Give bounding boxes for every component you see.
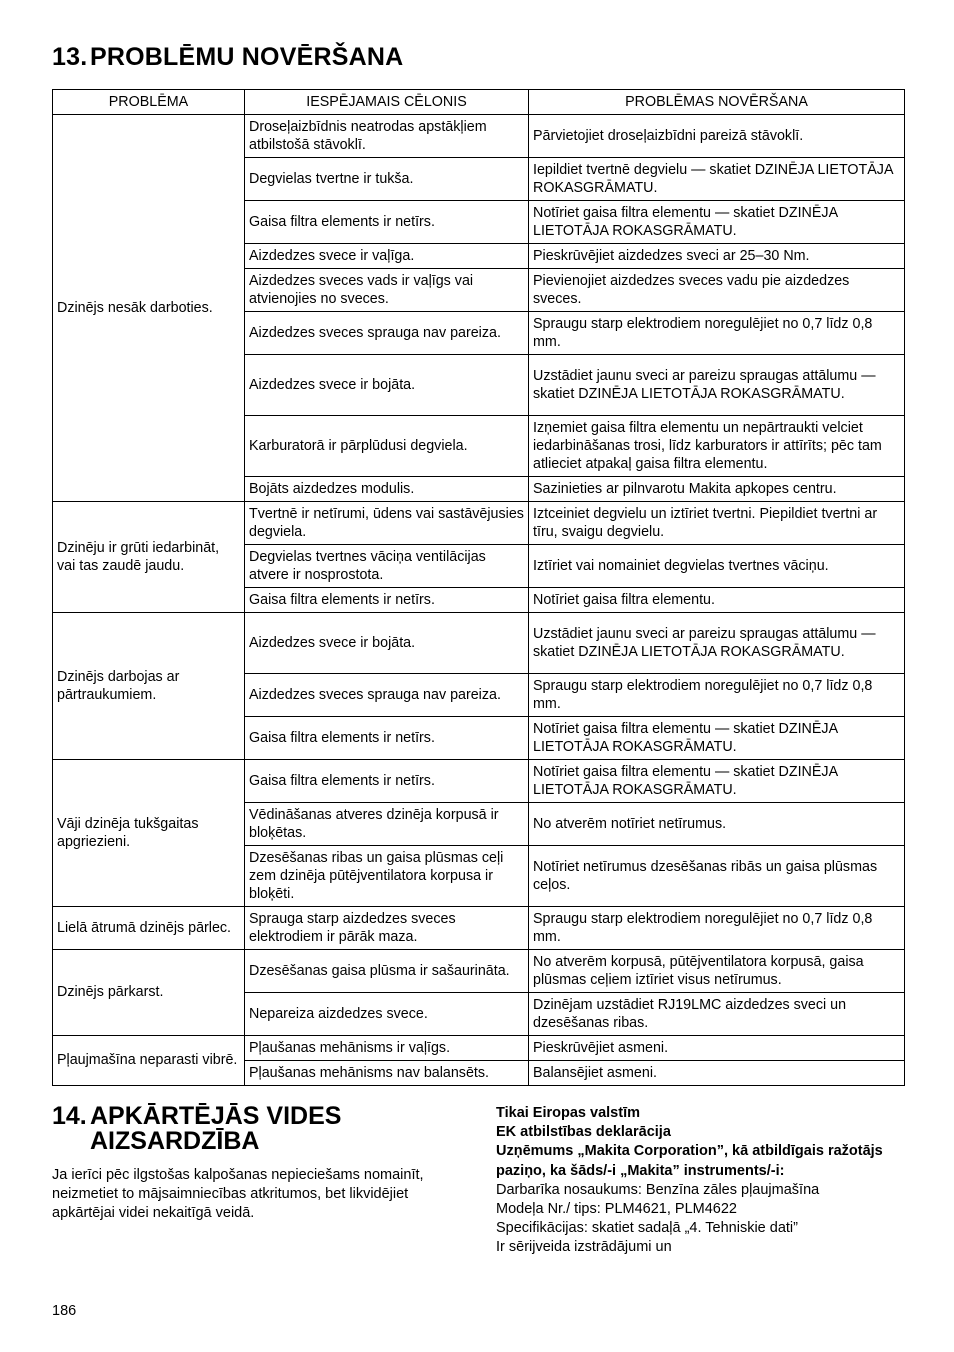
solution-cell: Uzstādiet jaunu sveci ar pareizu spraugas attālumu — skatiet DZINĒJA LIETOTĀJA ROKASGRĀMATU. xyxy=(529,613,905,674)
cause-cell: Nepareiza aizdedzes svece. xyxy=(245,993,529,1036)
cause-cell: Vēdināšanas atveres dzinēja korpusā ir bloķētas. xyxy=(245,803,529,846)
section-13-title: PROBLĒMU NOVĒRŠANA xyxy=(90,43,404,71)
cause-cell: Aizdedzes sveces sprauga nav pareiza. xyxy=(245,674,529,717)
declaration-tool-name: Darbarīka nosaukums: Benzīna zāles pļaujmašīna xyxy=(496,1181,820,1198)
cause-cell: Gaisa filtra elements ir netīrs. xyxy=(245,760,529,803)
declaration-heading-ec: EK atbilstības deklarācija xyxy=(496,1124,671,1141)
cause-cell: Sprauga starp aizdedzes sveces elektrodiem ir pārāk maza. xyxy=(245,907,529,950)
problem-cell: Vāji dzinēja tukšgaitas apgriezieni. xyxy=(53,760,245,907)
section-14-title-line1: APKĀRTĒJĀS VIDES xyxy=(90,1102,342,1130)
section-13-heading xyxy=(52,43,403,72)
solution-cell: Iepildiet tvertnē degvielu — skatiet DZINĒJA LIETOTĀJA ROKASGRĀMATU. xyxy=(529,158,905,201)
solution-cell: Notīriet gaisa filtra elementu — skatiet DZINĒJA LIETOTĀJA ROKASGRĀMATU. xyxy=(529,201,905,244)
solution-cell: No atverēm notīriet netīrumus. xyxy=(529,803,905,846)
section-14-heading xyxy=(52,1104,341,1154)
solution-cell: Pievienojiet aizdedzes sveces vadu pie aizdedzes sveces. xyxy=(529,269,905,312)
solution-cell: Iztceiniet degvielu un iztīriet tvertni. Piepildiet tvertni ar tīru, svaigu degvielu. xyxy=(529,502,905,545)
declaration-specifications: Specifikācijas: skatiet sadaļā „4. Tehniskie dati” xyxy=(496,1220,798,1237)
solution-cell: Uzstādiet jaunu sveci ar pareizu spraugas attālumu — skatiet DZINĒJA LIETOTĀJA ROKASGRĀMATU. xyxy=(529,355,905,416)
solution-cell: Pieskrūvējiet asmeni. xyxy=(529,1036,905,1061)
solution-cell: Izņemiet gaisa filtra elementu un nepārtraukti velciet iedarbināšanas trosi, līdz karburators ir attīrīts; pēc tam atlieciet atpakaļ gaisa filtra elementu. xyxy=(529,416,905,477)
problem-cell: Pļaujmašīna neparasti vibrē. xyxy=(53,1036,245,1086)
table-row xyxy=(53,115,905,158)
solution-cell: Pārvietojiet droseļaizbīdni pareizā stāvoklī. xyxy=(529,115,905,158)
solution-cell: Spraugu starp elektrodiem noregulējiet no 0,7 līdz 0,8 mm. xyxy=(529,312,905,355)
table-row xyxy=(53,950,905,993)
cause-cell: Dzesēšanas gaisa plūsma ir sašaurināta. xyxy=(245,950,529,993)
solution-cell: Notīriet netīrumus dzesēšanas ribās un gaisa plūsmas ceļos. xyxy=(529,846,905,907)
section-14-number: 14. xyxy=(52,1102,87,1130)
troubleshooting-table xyxy=(52,89,905,1086)
cause-cell: Aizdedzes svece ir vaļīga. xyxy=(245,244,529,269)
table-row xyxy=(53,907,905,950)
header-solution: PROBLĒMAS NOVĒRŠANA xyxy=(529,90,905,115)
table-header-row xyxy=(53,90,905,115)
cause-cell: Degvielas tvertne ir tukša. xyxy=(245,158,529,201)
solution-cell: Iztīriet vai nomainiet degvielas tvertnes vāciņu. xyxy=(529,545,905,588)
problem-cell: Lielā ātrumā dzinējs pārlec. xyxy=(53,907,245,950)
solution-cell: Pieskrūvējiet aizdedzes sveci ar 25–30 Nm. xyxy=(529,244,905,269)
declaration-heading-eu: Tikai Eiropas valstīm xyxy=(496,1105,640,1121)
environment-paragraph: Ja ierīci pēc ilgstošas kalpošanas nepieciešams nomainīt, neizmetiet to mājsaimniecības atkritumos, bet likvidējiet apkārtējai videi nekaitīgā veidā. xyxy=(52,1167,424,1221)
solution-cell: Balansējiet asmeni. xyxy=(529,1061,905,1086)
solution-cell: Spraugu starp elektrodiem noregulējiet no 0,7 līdz 0,8 mm. xyxy=(529,674,905,717)
cause-cell: Tvertnē ir netīrumi, ūdens vai sastāvējusies degviela. xyxy=(245,502,529,545)
declaration-series: Ir sērijveida izstrādājumi un xyxy=(496,1239,672,1256)
table-row xyxy=(53,613,905,674)
table-row xyxy=(53,502,905,545)
cause-cell: Gaisa filtra elements ir netīrs. xyxy=(245,201,529,244)
cause-cell: Karburatorā ir pārplūdusi degviela. xyxy=(245,416,529,477)
cause-cell: Aizdedzes sveces vads ir vaļīgs vai atvienojies no sveces. xyxy=(245,269,529,312)
header-problem: PROBLĒMA xyxy=(53,90,245,115)
page-number: 186 xyxy=(52,1303,77,1319)
declaration-model: Modeļa Nr./ tips: PLM4621, PLM4622 xyxy=(496,1201,737,1218)
ec-declaration xyxy=(496,1104,916,1258)
problem-cell: Dzinēju ir grūti iedarbināt, vai tas zaudē jaudu. xyxy=(53,502,245,613)
cause-cell: Degvielas tvertnes vāciņa ventilācijas atvere ir nosprostota. xyxy=(245,545,529,588)
problem-cell: Dzinējs nesāk darboties. xyxy=(53,115,245,502)
table-row xyxy=(53,760,905,803)
solution-cell: Sazinieties ar pilnvarotu Makita apkopes centru. xyxy=(529,477,905,502)
cause-cell: Pļaušanas mehānisms ir vaļīgs. xyxy=(245,1036,529,1061)
section-13-number: 13. xyxy=(52,43,88,71)
cause-cell: Droseļaizbīdnis neatrodas apstākļiem atbilstošā stāvoklī. xyxy=(245,115,529,158)
section-14-title-line2: AIZSARDZĪBA xyxy=(90,1127,260,1155)
solution-cell: Dzinējam uzstādiet RJ19LMC aizdedzes sveci un dzesēšanas ribas. xyxy=(529,993,905,1036)
problem-cell: Dzinējs pārkarst. xyxy=(53,950,245,1036)
cause-cell: Pļaušanas mehānisms nav balansēts. xyxy=(245,1061,529,1086)
header-cause: IESPĒJAMAIS CĒLONIS xyxy=(245,90,529,115)
table-row xyxy=(53,1036,905,1061)
cause-cell: Dzesēšanas ribas un gaisa plūsmas ceļi zem dzinēja pūtējventilatora korpusa ir bloķēti. xyxy=(245,846,529,907)
cause-cell: Aizdedzes svece ir bojāta. xyxy=(245,355,529,416)
declaration-statement: Uzņēmums „Makita Corporation”, kā atbildīgais ražotājs paziņo, ka šāds/-i „Makita” instruments/-i: xyxy=(496,1143,883,1179)
cause-cell: Bojāts aizdedzes modulis. xyxy=(245,477,529,502)
cause-cell: Aizdedzes svece ir bojāta. xyxy=(245,613,529,674)
solution-cell: Notīriet gaisa filtra elementu — skatiet DZINĒJA LIETOTĀJA ROKASGRĀMATU. xyxy=(529,760,905,803)
solution-cell: Notīriet gaisa filtra elementu. xyxy=(529,588,905,613)
solution-cell: Spraugu starp elektrodiem noregulējiet no 0,7 līdz 0,8 mm. xyxy=(529,907,905,950)
solution-cell: Notīriet gaisa filtra elementu — skatiet DZINĒJA LIETOTĀJA ROKASGRĀMATU. xyxy=(529,717,905,760)
problem-cell: Dzinējs darbojas ar pārtraukumiem. xyxy=(53,613,245,760)
cause-cell: Aizdedzes sveces sprauga nav pareiza. xyxy=(245,312,529,355)
cause-cell: Gaisa filtra elements ir netīrs. xyxy=(245,717,529,760)
solution-cell: No atverēm korpusā, pūtējventilatora korpusā, gaisa plūsmas ceļiem iztīriet visus netīrumus. xyxy=(529,950,905,993)
cause-cell: Gaisa filtra elements ir netīrs. xyxy=(245,588,529,613)
